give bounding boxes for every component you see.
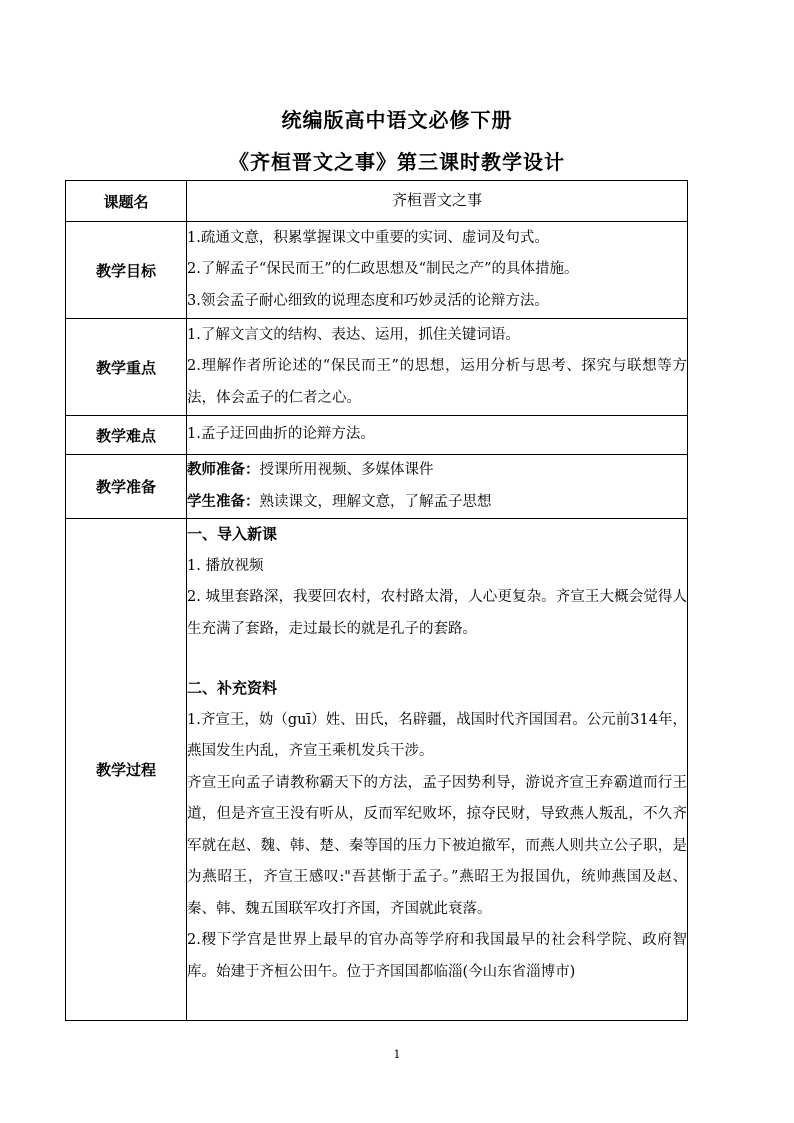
process-section-title: 一、导入新课 [187, 525, 278, 543]
prep-student-label: 学生准备： [187, 493, 260, 510]
focus-item: 1.了解文言文的结构、表达、运用，抓住关键词语。 [187, 326, 520, 343]
topic-label: 课题名 [66, 181, 187, 222]
document-subtitle: 《齐桓晋文之事》第三课时教学设计 [229, 150, 565, 174]
process-section-title: 二、补充资料 [187, 679, 278, 697]
prep-student [187, 487, 687, 519]
table-row-topic [66, 181, 688, 222]
prep-teacher-text: 授课所用视频、多媒体课件 [259, 462, 434, 478]
goal-item: 3.领会孟子耐心细致的说理态度和巧妙灵活的论辩方法。 [187, 292, 549, 309]
table-row-prep [66, 455, 688, 519]
difficulty-label: 教学难点 [66, 416, 187, 455]
table-row-process [66, 519, 688, 1021]
process-item: 1.齐宣王，妫（guī）姓、田氏，名辟疆，战国时代齐国国君。公元前314年，燕国发生内乱，齐宣王乘机发兵干涉。 [187, 711, 687, 759]
process-item: 齐宣王向孟子请教称霸天下的方法，孟子因势利导，游说齐宣王弃霸道而行王道，但是齐宣王没有听从，反而军纪败坏，掠夺民财，导致燕人叛乱，不久齐军就在赵、魏、韩、楚、秦等国的压力下被迫撤军，而燕人则共立公子职，是为燕昭王，齐宣王感叹:"吾甚惭于孟子。”燕昭王为报国仇，统帅燕国及赵、秦、韩、魏五国联军攻打齐国，齐国就此衰落。 [187, 774, 687, 917]
table-row-focus [66, 319, 688, 416]
focus-item: 2.理解作者所论述的“保民而王”的思想，运用分析与思考、探究与联想等方法，体会孟子的仁者之心。 [187, 358, 687, 406]
process-content [187, 519, 688, 1021]
prep-teacher [187, 455, 687, 487]
process-item: 2. 城里套路深，我要回农村，农村路太滑，人心更复杂。齐宣王大概会觉得人生充满了套路，走过最长的就是孔子的套路。 [187, 589, 687, 637]
process-item: 1. 播放视频 [187, 557, 264, 574]
focus-label: 教学重点 [66, 319, 187, 416]
document-title: 统编版高中语文必修下册 [281, 108, 513, 132]
goal-item: 1.疏通文意，积累掌握课文中重要的实词、虚词及句式。 [187, 229, 549, 246]
table-row-difficulty [66, 416, 688, 455]
prep-content [187, 455, 688, 519]
goal-item: 2.了解孟子“保民而王”的仁政思想及“制民之产”的具体措施。 [187, 261, 579, 278]
difficulty-content [187, 416, 688, 455]
prep-teacher-label: 教师准备： [187, 462, 260, 478]
table-row-goals [66, 222, 688, 319]
focus-content [187, 319, 688, 416]
topic-value: 齐桓晋文之事 [187, 181, 688, 222]
prep-student-text: 熟读课文，理解文意，了解孟子思想 [259, 493, 492, 510]
lesson-plan-table [65, 180, 688, 1021]
prep-label: 教学准备 [66, 455, 187, 519]
process-label: 教学过程 [66, 519, 187, 1021]
difficulty-item: 1.孟子迂回曲折的论辩方法。 [187, 426, 375, 443]
process-item: 2.稷下学宫是世界上最早的官办高等学府和我国最早的社会科学院、政府智库。始建于齐桓公田午。位于齐国国都临淄(今山东省淄博市) [187, 932, 687, 980]
page-number: 1 [393, 1048, 401, 1061]
goals-content [187, 222, 688, 319]
spacer [187, 645, 687, 673]
goals-label: 教学目标 [66, 222, 187, 319]
